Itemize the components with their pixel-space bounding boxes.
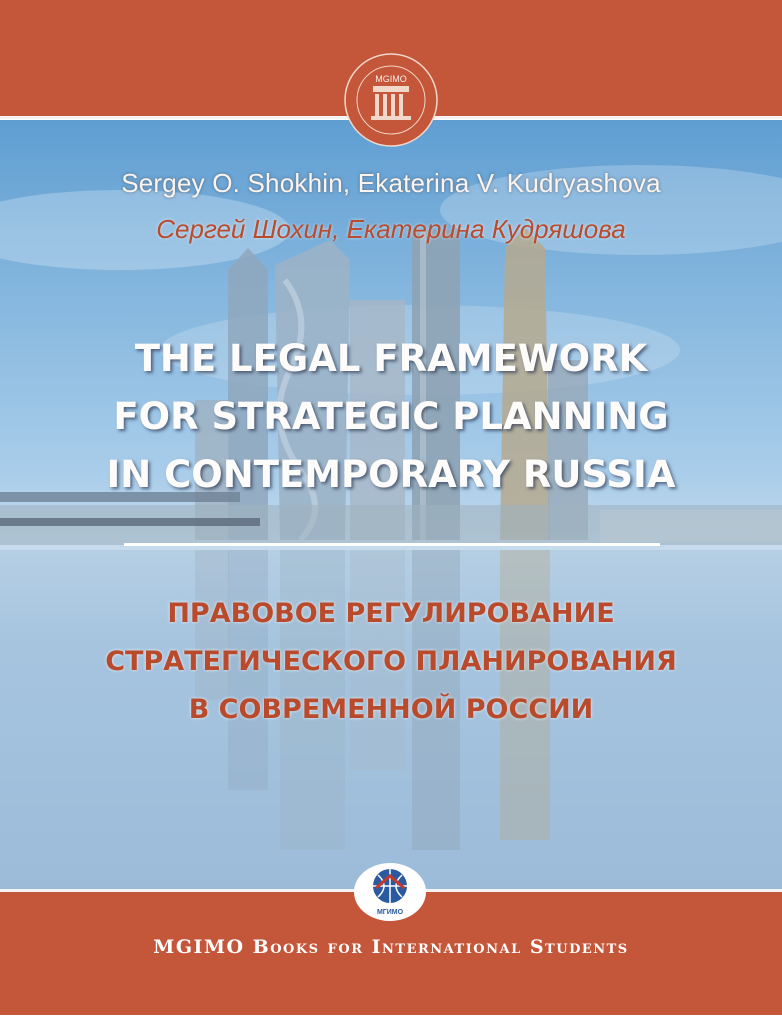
title-english-line: THE LEGAL FRAMEWORK [134, 337, 648, 380]
series-name: MGIMO Books for International Students [153, 936, 629, 958]
title-divider [124, 543, 660, 546]
title-english-line: FOR STRATEGIC PLANNING [113, 395, 669, 438]
title-russian [80, 590, 702, 734]
title-russian-line: В СОВРЕМЕННОЙ РОССИИ [188, 694, 594, 725]
mgimo-logo [303, 50, 479, 150]
title-russian-line: ПРАВОВОЕ РЕГУЛИРОВАНИЕ [167, 598, 615, 629]
svg-text:MGIMO: MGIMO [375, 74, 407, 84]
authors-russian: Сергей Шохин, Екатерина Кудряшова [156, 214, 626, 244]
title-english-line: IN CONTEMPORARY RUSSIA [106, 453, 676, 496]
title-russian-line: СТРАТЕГИЧЕСКОГО ПЛАНИРОВАНИЯ [105, 646, 677, 677]
title-english [90, 330, 692, 504]
svg-text:МГИМО: МГИМО [376, 909, 404, 916]
globe-emblem-icon [352, 858, 428, 922]
authors-english: Sergey O. Shokhin, Ekaterina V. Kudryashova [121, 168, 661, 198]
